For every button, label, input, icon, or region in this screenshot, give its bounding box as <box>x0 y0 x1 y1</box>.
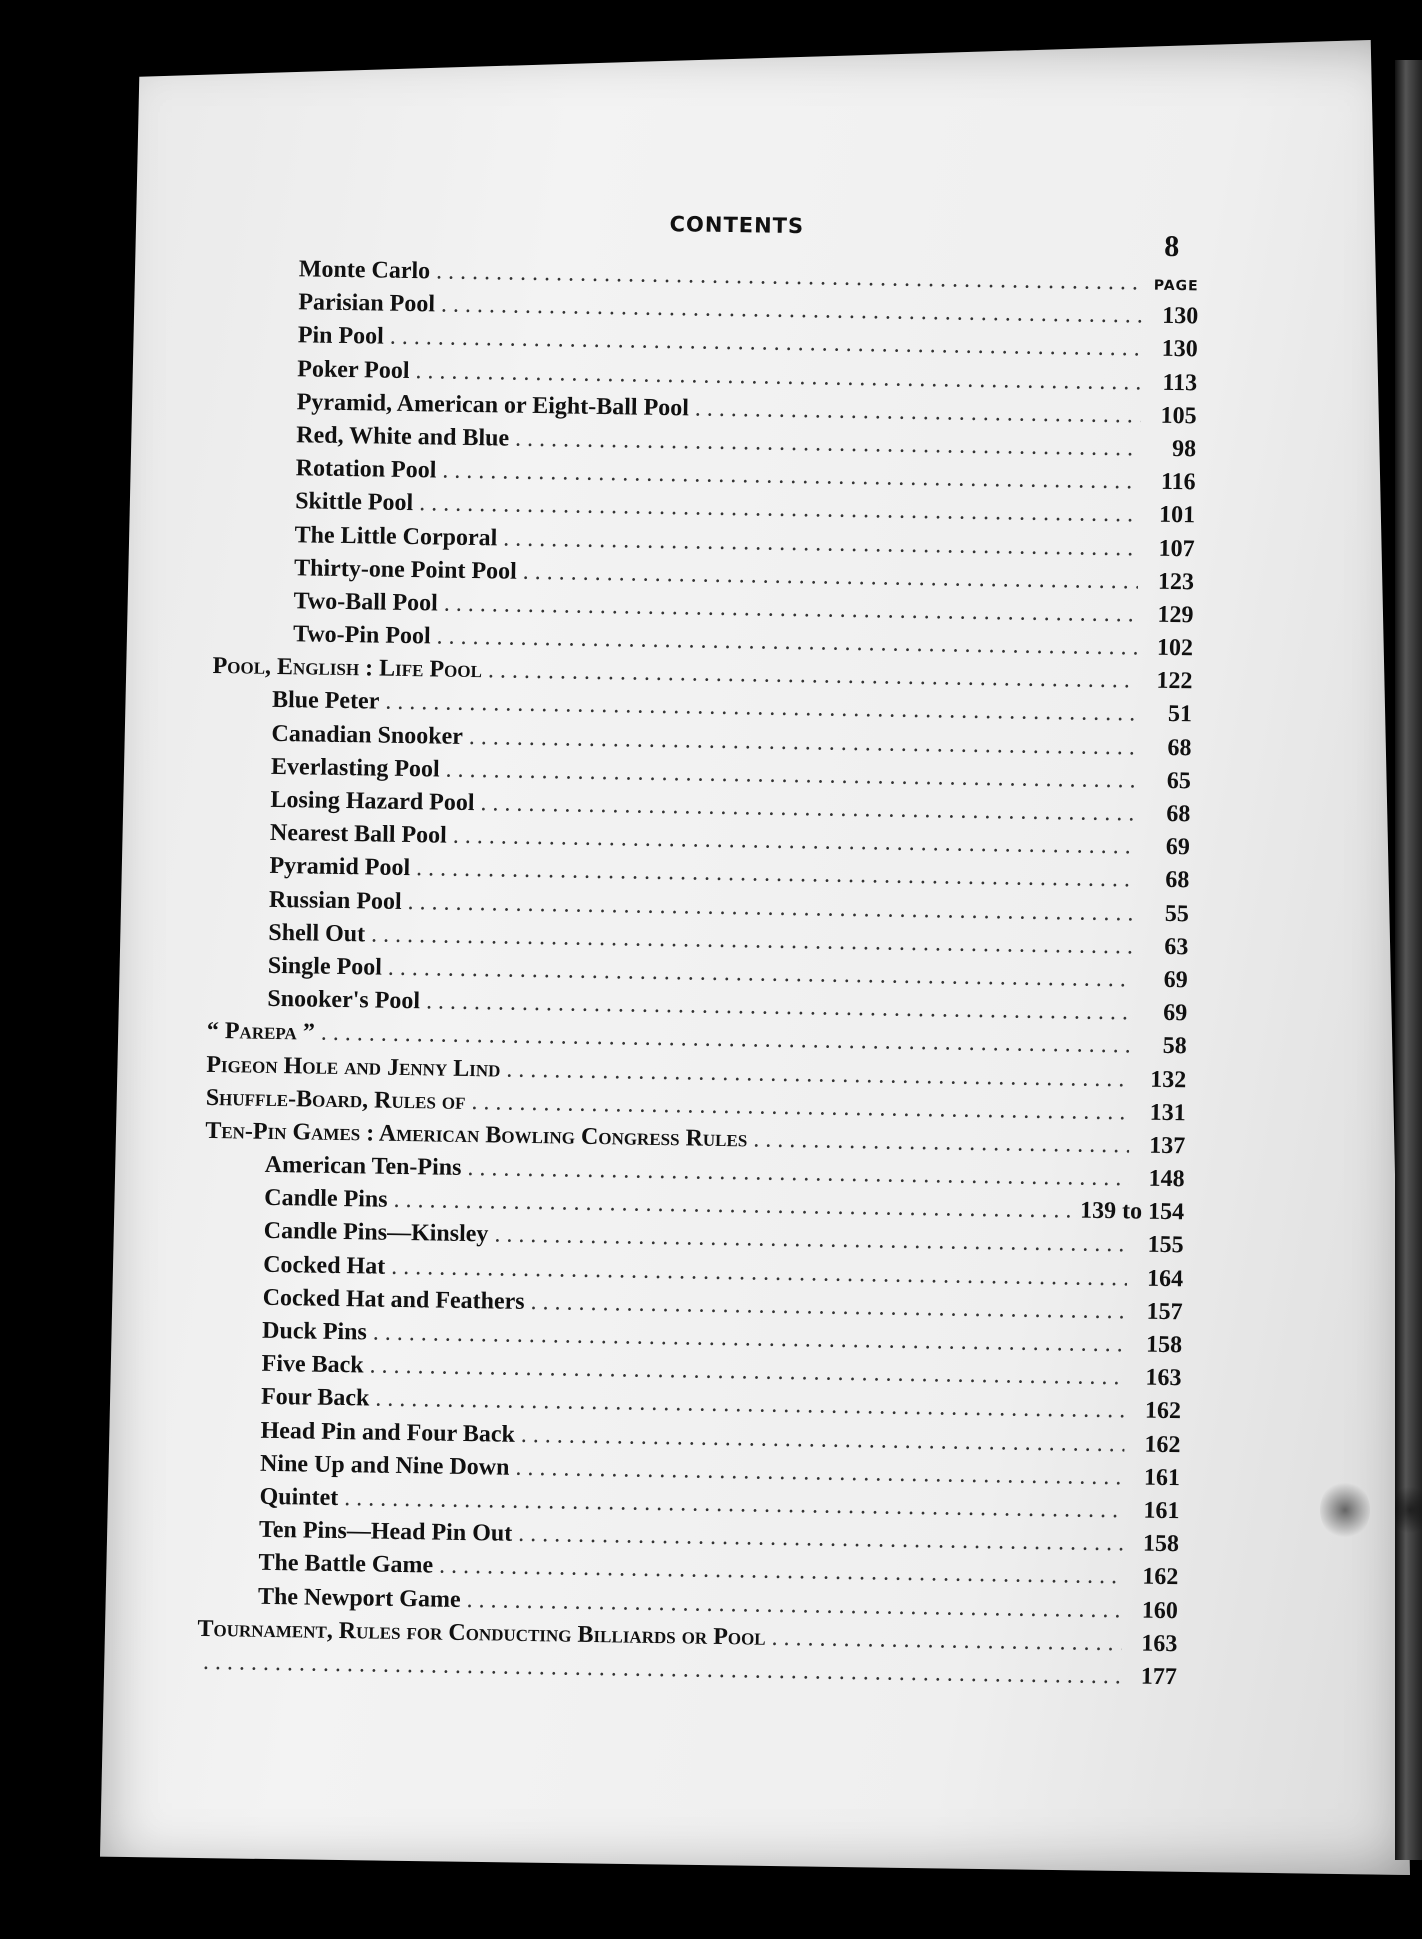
toc-entry-label: Poker Pool <box>297 355 410 384</box>
toc-entry-label: Everlasting Pool <box>270 753 440 783</box>
toc-entry-label: “ Parepa ” <box>206 1018 316 1046</box>
toc-entry-label: Shell Out <box>268 919 366 948</box>
toc-entry-label: The Little Corporal <box>294 521 498 551</box>
page-edge <box>1395 60 1422 1860</box>
toc-entry-label: Two-Ball Pool <box>293 588 439 617</box>
toc-entry-label: Cocked Hat and Feathers <box>262 1284 525 1315</box>
page-column-header: PAGE <box>1153 277 1199 295</box>
toc-entry-page: 162 <box>1144 1431 1181 1458</box>
page-title: CONTENTS <box>669 212 805 239</box>
toc-entry-page: 65 <box>1166 767 1192 795</box>
toc-entry-label: Ten-Pin Games : American Bowling Congress Rules <box>205 1117 748 1153</box>
toc-entry-page: 69 <box>1163 1000 1188 1027</box>
ink-smudge <box>1320 1480 1370 1540</box>
toc-entry-label: Thirty-one Point Pool <box>293 554 517 585</box>
toc-entry-label: Red, White and Blue <box>296 422 510 452</box>
toc-entry-label: Monte Carlo <box>298 256 431 285</box>
toc-entry-page: 139 to 154 <box>1079 1197 1185 1226</box>
toc-entry-page: 51 <box>1167 701 1193 728</box>
toc-entry-page: 130 <box>1161 336 1198 363</box>
toc-entry-label: The Newport Game <box>257 1583 461 1613</box>
toc-entry-label: Blue Peter <box>271 687 380 716</box>
toc-entry-page: 102 <box>1156 634 1194 662</box>
toc-entry-page: 69 <box>1163 966 1188 994</box>
toc-entry-page: 160 <box>1141 1597 1179 1624</box>
toc-entry-page: 98 <box>1171 435 1197 463</box>
toc-entry-page: 116 <box>1160 468 1196 496</box>
toc-entry-page: 132 <box>1150 1066 1187 1093</box>
toc-entry-label: Russian Pool <box>268 886 402 915</box>
toc-entry-page: 162 <box>1142 1563 1179 1591</box>
toc-entry-page: 63 <box>1164 933 1189 961</box>
toc-entry-label: Pigeon Hole and Jenny Lind <box>206 1051 501 1083</box>
toc-entry-label: Cocked Hat <box>263 1251 386 1280</box>
dot-leader <box>753 1126 1129 1159</box>
toc-entry-label: Parisian Pool <box>298 289 436 318</box>
toc-entry-page: 155 <box>1147 1232 1184 1259</box>
toc-entry-page: 161 <box>1143 1497 1180 1525</box>
toc-entry-page: 163 <box>1141 1630 1178 1657</box>
toc-entry-label: Pyramid Pool <box>269 853 411 882</box>
toc-entry-label: Two-Pin Pool <box>292 621 431 650</box>
toc-entry-label: Candle Pins <box>264 1185 388 1214</box>
toc-entry-page: 107 <box>1158 535 1195 562</box>
toc-entry-page: 105 <box>1160 402 1197 430</box>
toc-entry-label: Pyramid, American or Eight-Ball Pool <box>296 388 690 422</box>
toc-entry-label: Duck Pins <box>261 1317 368 1346</box>
toc-entry-label: Snooker's Pool <box>267 985 421 1015</box>
toc-entry-label: Shuffle-Board, Rules of <box>205 1084 466 1115</box>
toc-entry-label: Candle Pins—Kinsley <box>263 1218 489 1248</box>
toc-entry-label: Quintet <box>259 1483 339 1511</box>
toc-entry-label: Pin Pool <box>297 322 385 350</box>
toc-list <box>197 255 1199 1697</box>
toc-entry-page: 148 <box>1148 1165 1185 1193</box>
toc-entry-page: 68 <box>1167 734 1192 761</box>
toc-entry-page: 137 <box>1148 1132 1186 1160</box>
toc-entry-page: 113 <box>1162 369 1198 396</box>
toc-entry-page: 68 <box>1166 800 1191 828</box>
toc-entry-label: Tournament, Rules for Conducting Billiards or Pool <box>197 1615 766 1651</box>
toc-entry-page: 158 <box>1142 1530 1180 1558</box>
toc-entry-page: 157 <box>1146 1298 1183 1326</box>
toc-entry-page: 131 <box>1149 1099 1186 1126</box>
toc-entry-label: Rotation Pool <box>295 455 437 484</box>
toc-entry-page: 101 <box>1158 502 1196 529</box>
toc-entry-page: 58 <box>1162 1033 1187 1060</box>
toc-entry-label: Single Pool <box>267 952 383 981</box>
ink-smudge <box>1395 1480 1422 1540</box>
toc-entry-page: 161 <box>1143 1464 1181 1491</box>
dot-leader <box>771 1625 1121 1657</box>
toc-entry-label: Ten Pins—Head Pin Out <box>258 1516 513 1547</box>
toc-entry-label: Four Back <box>260 1384 370 1412</box>
toc-entry-page: 122 <box>1156 668 1193 695</box>
toc-entry-label: Nine Up and Nine Down <box>259 1450 510 1481</box>
toc-entry-label: Losing Hazard Pool <box>270 786 475 817</box>
dot-leader <box>695 395 1141 429</box>
toc-entry-label: Nearest Ball Pool <box>269 820 448 849</box>
toc-entry-page: 123 <box>1157 568 1195 596</box>
toc-entry-page: 68 <box>1165 867 1190 894</box>
toc-entry-label: Canadian Snooker <box>271 720 464 750</box>
page-number: 8 <box>1164 229 1180 264</box>
contents-page <box>197 195 1200 1697</box>
toc-entry-page: 164 <box>1146 1265 1184 1292</box>
toc-entry-label: American Ten-Pins <box>264 1151 462 1181</box>
toc-entry-page: 158 <box>1145 1331 1183 1359</box>
toc-entry-page: 177 <box>1140 1663 1178 1691</box>
toc-entry-page: 69 <box>1165 834 1191 861</box>
toc-entry-label: Five Back <box>261 1350 364 1379</box>
toc-entry-page: 129 <box>1157 601 1194 629</box>
toc-entry-label: Head Pin and Four Back <box>260 1417 516 1448</box>
toc-entry-page: 162 <box>1144 1398 1182 1425</box>
toc-entry-label: Skittle Pool <box>294 488 414 517</box>
toc-entry-page: 130 <box>1162 303 1199 330</box>
toc-entry-label: The Battle Game <box>258 1550 434 1579</box>
toc-entry-page: 163 <box>1145 1364 1182 1392</box>
toc-entry-label: Pool, English : Life Pool <box>212 653 483 684</box>
toc-entry-page: 55 <box>1164 900 1190 927</box>
